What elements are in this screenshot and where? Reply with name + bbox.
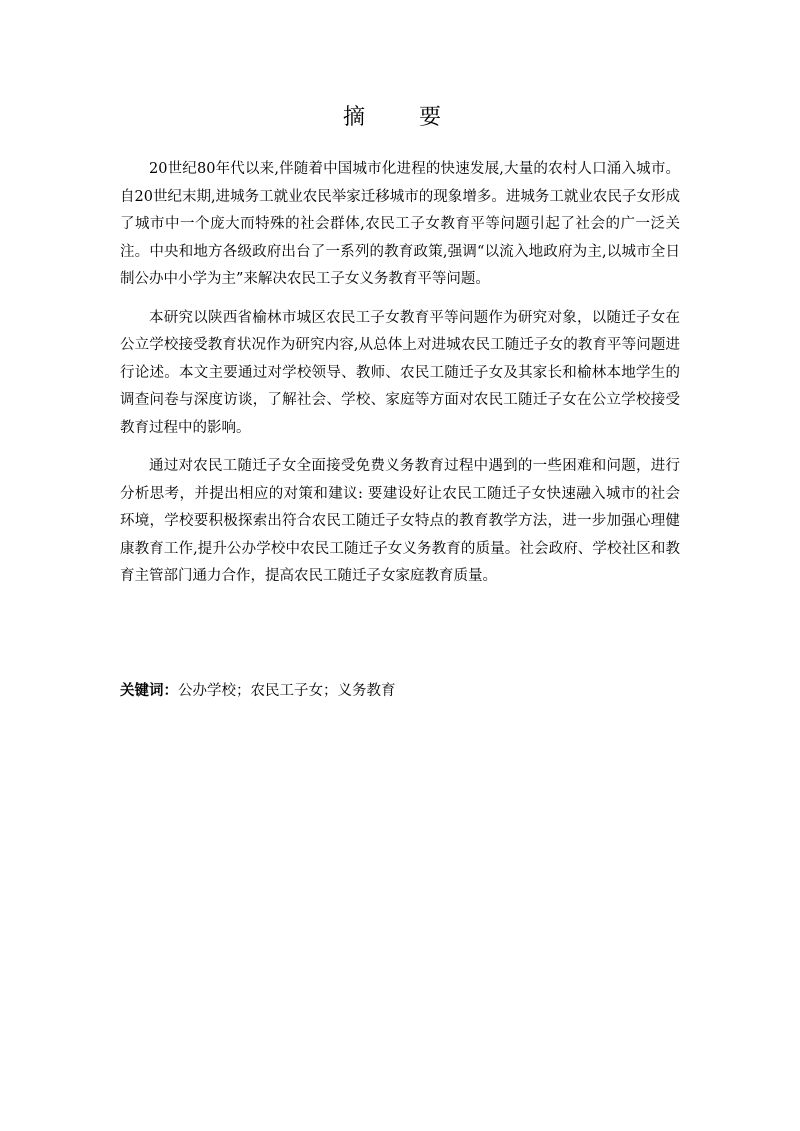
abstract-paragraph-3: 通过对农民工随迁子女全面接受免费义务教育过程中遇到的一些困难和问题，进行分析思考，并提出相应的对策和建议: 要建设好让农民工随迁子女快速融入城市的社会环境，学校要积极探索出符合农民工随迁子女特点的教育教学方法，进一步加强心理健康教育工作,提升公办学校中农民工随迁子女义务教育的质量。社会政府、学校社区和教育主管部门通力合作，提高农民工随迁子女家庭教育质量。: [120, 458, 680, 584]
abstract-paragraph-2: 本研究以陕西省榆林市城区农民工子女教育平等问题作为研究对象，以随迁子女在公立学校接受教育状况作为研究内容,从总体上对进城农民工随迁子女的教育平等问题进行论述。本文主要通过对学校领导、教师、农民工随迁子女及其家长和榆林本地学生的调查问卷与深度访谈，了解社会、学校、家庭等方面对农民工随迁子女在公立学校接受教育过程中的影响。: [120, 309, 680, 436]
abstract-title: 摘 要: [342, 105, 457, 130]
keywords-text: 公办学校；农民工子女；义务教育: [178, 683, 396, 699]
abstract-body: [120, 156, 680, 602]
keywords-line: [120, 679, 680, 703]
keywords-label: 关键词：: [120, 683, 178, 699]
abstract-paragraph-1: 20世纪80年代以来,伴随着中国城市化进程的快速发展,大量的农村人口涌入城市。自20世纪末期,进城务工就业农民举家迁移城市的现象增多。进城务工就业农民子女形成了城市中一个庞大而特殊的社会群体,农民工子女教育平等问题引起了社会的广一泛关注。中央和地方各级政府出台了一系列的教育政策,强调“以流入地政府为主,以城市全日制公办中小学为主”来解决农民工子女义务教育平等问题。: [120, 161, 680, 287]
